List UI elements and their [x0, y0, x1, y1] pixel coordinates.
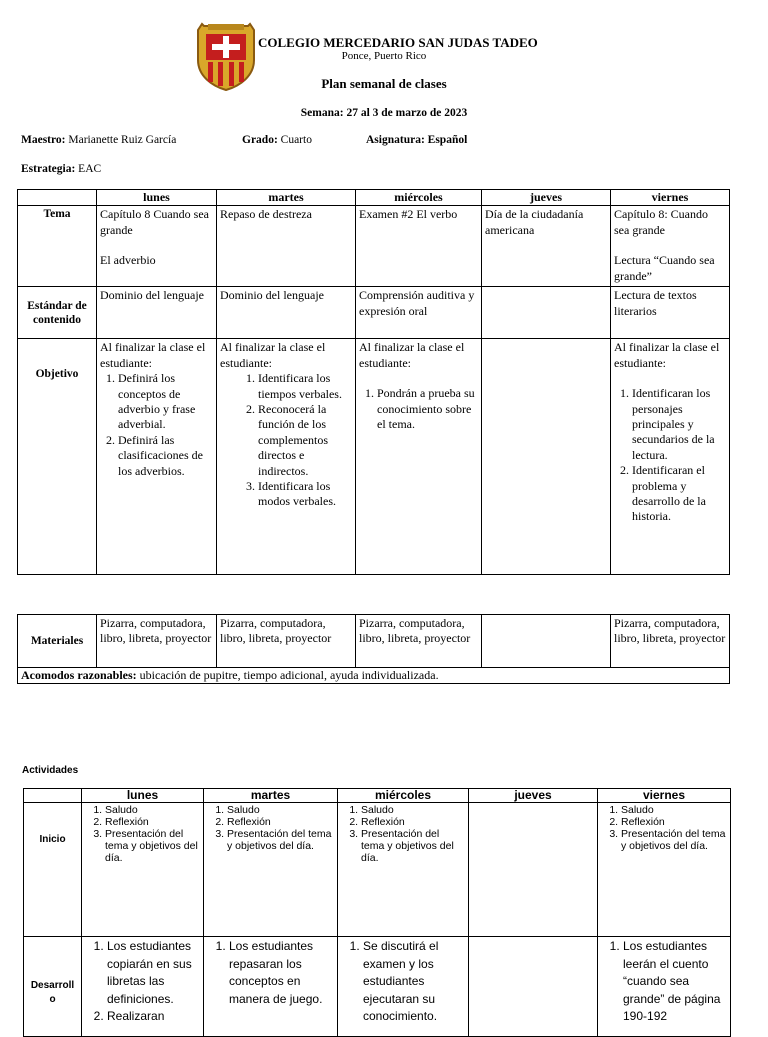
estandar-viernes: Lectura de textos literarios	[611, 287, 730, 339]
estandar-miercoles: Comprensión auditiva y expresión oral	[356, 287, 482, 339]
objetivo-row	[18, 339, 730, 575]
teacher-label: Maestro:	[21, 134, 66, 146]
accommodations-cell	[18, 668, 730, 684]
inicio-list	[341, 804, 465, 864]
list-item: 3. Presentación del tema y objetivos del día.	[361, 828, 465, 864]
school-location: Ponce, Puerto Rico	[341, 50, 427, 62]
list-item: 1. Saludo	[105, 804, 200, 816]
inicio-lunes	[82, 803, 204, 937]
list-item: 1. Identificaran los personajes principales y secundarios de la lectura.	[632, 386, 726, 463]
tema-miercoles: Examen #2 El verbo	[356, 206, 482, 287]
list-item: 2. Identificaran el problema y desarrollo de la historia.	[632, 463, 726, 525]
activities-table	[23, 788, 731, 1037]
desarrollo-martes	[204, 937, 338, 1037]
day-header-jueves: jueves	[482, 190, 611, 206]
desarrollo-list-martes	[207, 938, 334, 1008]
inicio-miercoles	[338, 803, 469, 937]
tema-viernes	[611, 206, 730, 287]
desarrollo-list-viernes	[601, 938, 727, 1026]
teacher-name: Marianette Ruiz García	[68, 134, 177, 146]
inicio-jueves	[469, 803, 598, 937]
estandar-lunes: Dominio del lenguaje	[97, 287, 217, 339]
list-item: 3. Presentación del tema y objetivos del día.	[227, 828, 334, 852]
objetivo-list-martes	[220, 371, 352, 510]
list-item: 1. Se discutirá el examen y los estudiantes ejecutaran su conocimiento.	[363, 938, 465, 1026]
list-item: 2. Definirá las clasificaciones de los adverbios.	[118, 433, 213, 479]
inicio-viernes	[598, 803, 731, 937]
tema-row	[18, 206, 730, 287]
list-item: 2. Reflexión	[105, 816, 200, 828]
week-label: Semana:	[300, 107, 344, 119]
materials-jueves	[482, 615, 611, 668]
week-line	[0, 107, 768, 119]
subject-label: Asignatura: Español	[366, 134, 468, 146]
inicio-row	[24, 803, 731, 937]
objetivo-miercoles	[356, 339, 482, 575]
materials-martes: Pizarra, computadora, libro, libreta, proyector	[217, 615, 356, 668]
accommodations-text: ubicación de pupitre, tiempo adicional, ayuda individualizada.	[139, 668, 439, 682]
inicio-martes	[204, 803, 338, 937]
list-item: 1. Saludo	[361, 804, 465, 816]
tema-label: Tema	[18, 206, 97, 287]
objetivo-jueves	[482, 339, 611, 575]
inicio-list	[207, 804, 334, 852]
list-item: 1. Definirá los conceptos de adverbio y frase adverbial.	[118, 371, 213, 433]
week-value: 27 al 3 de marzo de 2023	[346, 107, 468, 119]
strategy-label: Estrategia:	[21, 163, 76, 175]
tema-viernes-chapter: Capítulo 8: Cuando sea grande	[614, 207, 708, 237]
desarrollo-lunes	[82, 937, 204, 1037]
materials-row	[18, 615, 730, 668]
list-item: 3. Identificara los modos verbales.	[258, 479, 352, 510]
activities-title: Actividades	[22, 765, 79, 776]
weekly-plan-table	[17, 189, 730, 575]
grade-label: Grado:	[242, 134, 278, 146]
grade-line	[242, 134, 312, 146]
objetivo-label: Objetivo	[18, 339, 97, 575]
tema-jueves: Día de la ciudadanía americana	[482, 206, 611, 287]
list-item: 1. Los estudiantes leerán el cuento “cuando sea grande” de página 190-192	[623, 938, 727, 1026]
teacher-line	[21, 134, 176, 146]
inicio-list	[85, 804, 200, 864]
inicio-list	[601, 804, 727, 852]
act-day-miercoles: miércoles	[338, 789, 469, 803]
accommodations-row	[18, 668, 730, 684]
tema-lunes-topic: El adverbio	[100, 253, 156, 268]
desarrollo-label: Desarroll o	[24, 937, 82, 1037]
estandar-martes: Dominio del lenguaje	[217, 287, 356, 339]
act-day-lunes: lunes	[82, 789, 204, 803]
materials-viernes: Pizarra, computadora, libro, libreta, proyector	[611, 615, 730, 668]
desarrollo-miercoles	[338, 937, 469, 1037]
objetivo-intro: Al finalizar la clase el estudiante:	[614, 340, 720, 370]
accommodations-label: Acomodos razonables:	[21, 668, 137, 682]
desarrollo-list-lunes	[85, 938, 200, 1026]
list-item: 2. Reflexión	[361, 816, 465, 828]
materials-label: Materiales	[18, 615, 97, 668]
list-item: 2. Reflexión	[621, 816, 727, 828]
estandar-label: Estándar de contenido	[18, 287, 97, 339]
objetivo-list-miercoles	[359, 386, 478, 432]
estandar-row	[18, 287, 730, 339]
desarrollo-row	[24, 937, 731, 1037]
objetivo-intro: Al finalizar la clase el estudiante:	[220, 340, 326, 370]
materials-miercoles: Pizarra, computadora, libro, libreta, proyector	[356, 615, 482, 668]
materials-lunes: Pizarra, computadora, libro, libreta, proyector	[97, 615, 217, 668]
tema-lunes	[97, 206, 217, 287]
desarrollo-jueves	[469, 937, 598, 1037]
school-name: COLEGIO MERCEDARIO SAN JUDAS TADEO	[258, 35, 538, 50]
tema-viernes-reading: Lectura “Cuando sea grande”	[614, 253, 715, 283]
tema-martes: Repaso de destreza	[217, 206, 356, 287]
activities-header-row	[24, 789, 731, 803]
list-item: 3. Presentación del tema y objetivos del día.	[105, 828, 200, 864]
inicio-label: Inicio	[24, 803, 82, 937]
corner-cell	[24, 789, 82, 803]
list-item: 1. Pondrán a prueba su conocimiento sobre el tema.	[377, 386, 478, 432]
tema-lunes-chapter: Capítulo 8 Cuando sea grande	[100, 207, 209, 237]
estandar-jueves	[482, 287, 611, 339]
materials-table	[17, 614, 730, 684]
list-item: 1. Saludo	[227, 804, 334, 816]
document-title: Plan semanal de clases	[321, 76, 447, 91]
subject-line	[366, 134, 467, 146]
objetivo-intro: Al finalizar la clase el estudiante:	[359, 340, 465, 370]
act-day-jueves: jueves	[469, 789, 598, 803]
list-item: 1. Saludo	[621, 804, 727, 816]
list-item: 3. Presentación del tema y objetivos del día.	[621, 828, 727, 852]
strategy-value: EAC	[78, 163, 102, 175]
act-day-viernes: viernes	[598, 789, 731, 803]
list-item: 1. Identificara los tiempos verbales.	[258, 371, 352, 402]
objetivo-lunes	[97, 339, 217, 575]
list-item: 1. Los estudiantes copiarán en sus libretas las definiciones.	[107, 938, 200, 1008]
day-header-viernes: viernes	[611, 190, 730, 206]
objetivo-intro: Al finalizar la clase el estudiante:	[100, 340, 206, 370]
strategy-line	[21, 163, 101, 175]
corner-cell	[18, 190, 97, 206]
grade-value: Cuarto	[280, 134, 312, 146]
list-item: 2. Reflexión	[227, 816, 334, 828]
list-item: 2. Realizaran	[107, 1008, 200, 1026]
table-header-row	[18, 190, 730, 206]
desarrollo-list-miercoles	[341, 938, 465, 1026]
objetivo-martes	[217, 339, 356, 575]
objetivo-list-lunes	[100, 371, 213, 479]
list-item: 1. Los estudiantes repasaran los conceptos en manera de juego.	[229, 938, 334, 1008]
day-header-martes: martes	[217, 190, 356, 206]
day-header-miercoles: miércoles	[356, 190, 482, 206]
objetivo-list-viernes	[614, 386, 726, 525]
objetivo-viernes	[611, 339, 730, 575]
desarrollo-viernes	[598, 937, 731, 1037]
act-day-martes: martes	[204, 789, 338, 803]
list-item: 2. Reconocerá la función de los complementos directos e indirectos.	[258, 402, 352, 479]
day-header-lunes: lunes	[97, 190, 217, 206]
